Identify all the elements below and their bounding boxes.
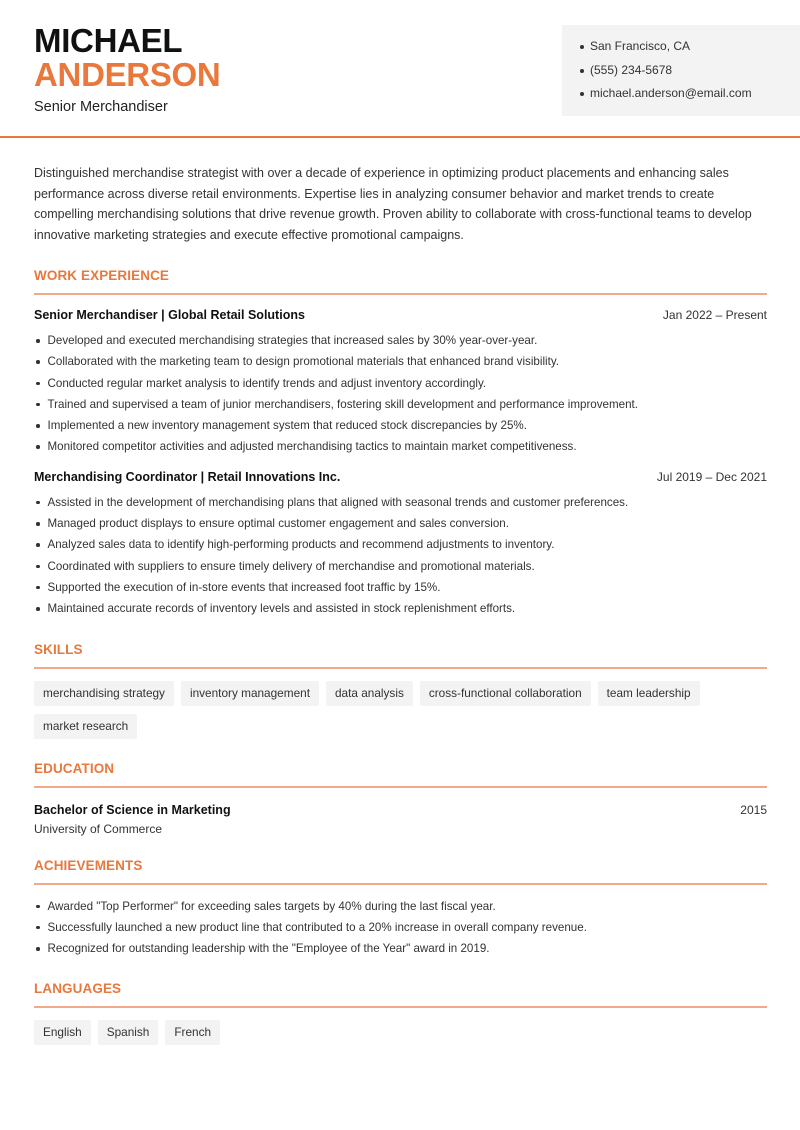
list-item [34, 394, 767, 415]
bullet-text: Coordinated with suppliers to ensure timely delivery of merchandise and promotional materials. [47, 559, 535, 573]
bullet-icon [36, 360, 40, 364]
bullet-icon [580, 45, 584, 49]
skills-tags [34, 681, 767, 739]
bullet-text: Collaborated with the marketing team to design promotional materials that enhanced brand visibility. [47, 355, 559, 369]
bullet-text: Managed product displays to ensure optimal customer engagement and sales conversion. [47, 517, 509, 531]
bullet-icon [36, 403, 40, 407]
contact-phone [580, 63, 800, 87]
first-name: MICHAEL [34, 22, 183, 59]
bullet-icon [36, 905, 40, 909]
bullet-icon [36, 926, 40, 930]
list-item [34, 534, 767, 555]
bullet-icon [36, 607, 40, 611]
list-item [34, 436, 767, 457]
email-text: michael.anderson@email.com [590, 86, 752, 100]
skill-tag: data analysis [326, 681, 413, 706]
contact-email [580, 86, 800, 110]
graduation-year: 2015 [740, 802, 767, 817]
bullet-icon [36, 543, 40, 547]
bullet-text: Trained and supervised a team of junior merchandisers, fostering skill development and performance improvement. [47, 397, 638, 411]
skill-tag: inventory management [181, 681, 319, 706]
bullet-icon [36, 947, 40, 951]
bullet-text: Analyzed sales data to identify high-performing products and recommend adjustments to inventory. [47, 538, 555, 552]
resume-body [34, 163, 767, 1045]
language-tag: Spanish [98, 1020, 159, 1045]
bullet-icon [36, 382, 40, 386]
bullet-text: Recognized for outstanding leadership with the "Employee of the Year" award in 2019. [47, 942, 490, 956]
bullet-icon [36, 522, 40, 526]
skill-tag: team leadership [598, 681, 700, 706]
bullet-text: Implemented a new inventory management system that reduced stock discrepancies by 25%. [47, 419, 527, 433]
bullet-text: Developed and executed merchandising strategies that increased sales by 30% year-over-year. [47, 334, 538, 347]
education-entry [34, 803, 767, 836]
job-bullets [34, 330, 767, 458]
skill-tag: cross-functional collaboration [420, 681, 591, 706]
bullet-text: Supported the execution of in-store events that increased foot traffic by 15%. [47, 580, 441, 594]
job-header [34, 308, 767, 322]
last-name: ANDERSON [34, 56, 221, 93]
bullet-icon [580, 69, 584, 73]
language-tag: French [165, 1020, 220, 1045]
section-title-languages: LANGUAGES [34, 981, 767, 1008]
section-title-work-experience: WORK EXPERIENCE [34, 268, 767, 295]
list-item [34, 415, 767, 436]
language-tag: English [34, 1020, 91, 1045]
job-entry [34, 308, 767, 458]
list-item [34, 896, 767, 917]
job-role: Senior Merchandiser | Global Retail Solutions [34, 308, 305, 322]
education-header [34, 803, 767, 817]
bullet-icon [36, 586, 40, 590]
bullet-text: Conducted regular market analysis to identify trends and adjust inventory accordingly. [47, 376, 487, 390]
job-entry [34, 470, 767, 620]
list-item [34, 351, 767, 372]
list-item [34, 598, 767, 619]
list-item [34, 556, 767, 577]
bullet-icon [36, 339, 40, 343]
skill-tag: market research [34, 714, 137, 739]
list-item [34, 373, 767, 394]
list-item [34, 330, 767, 351]
bullet-text: Monitored competitor activities and adjusted merchandising tactics to maintain market competitiveness. [47, 440, 577, 454]
section-title-education: EDUCATION [34, 761, 767, 788]
location-text: San Francisco, CA [590, 39, 691, 53]
list-item [34, 492, 767, 513]
resume-header [0, 0, 800, 138]
list-item [34, 938, 767, 959]
list-item [34, 513, 767, 534]
list-item [34, 577, 767, 598]
bullet-text: Awarded "Top Performer" for exceeding sales targets by 40% during the last fiscal year. [47, 899, 496, 913]
job-title: Senior Merchandiser [34, 99, 168, 115]
bullet-text: Maintained accurate records of inventory levels and assisted in stock replenishment efforts. [47, 602, 516, 616]
bullet-icon [36, 501, 40, 505]
bullet-text: Assisted in the development of merchandising plans that aligned with seasonal trends and customer preferences. [47, 495, 629, 509]
bullet-icon [580, 92, 584, 96]
language-tags [34, 1020, 767, 1045]
bullet-icon [36, 565, 40, 569]
list-item [34, 917, 767, 938]
section-title-achievements: ACHIEVEMENTS [34, 858, 767, 885]
phone-text: (555) 234-5678 [590, 62, 673, 77]
job-date: Jan 2022 – Present [662, 308, 767, 322]
job-header [34, 470, 767, 484]
skill-tag: merchandising strategy [34, 681, 174, 706]
contact-box [562, 25, 800, 116]
job-role: Merchandising Coordinator | Retail Innovations Inc. [34, 469, 341, 484]
bullet-icon [36, 424, 40, 428]
contact-location [580, 39, 800, 63]
achievements-list [34, 896, 767, 960]
section-title-skills: SKILLS [34, 642, 767, 669]
degree: Bachelor of Science in Marketing [34, 802, 231, 817]
job-date: Jul 2019 – Dec 2021 [656, 469, 767, 484]
bullet-text: Successfully launched a new product line that contributed to a 20% increase in overall company revenue. [47, 920, 587, 934]
school: University of Commerce [34, 821, 163, 836]
job-bullets [34, 492, 767, 620]
summary-paragraph: Distinguished merchandise strategist with over a decade of experience in optimizing product placements and enhancing sales performance across diverse retail environments. Expertise lies in analyzing consumer behavior and market trends to create compelling merchandising solutions that drive revenue growth. Proven ability to collaborate with cross-functional teams to develop innovative marketing strategies and execute effective promotional campaigns. [34, 166, 752, 242]
bullet-icon [36, 445, 40, 449]
